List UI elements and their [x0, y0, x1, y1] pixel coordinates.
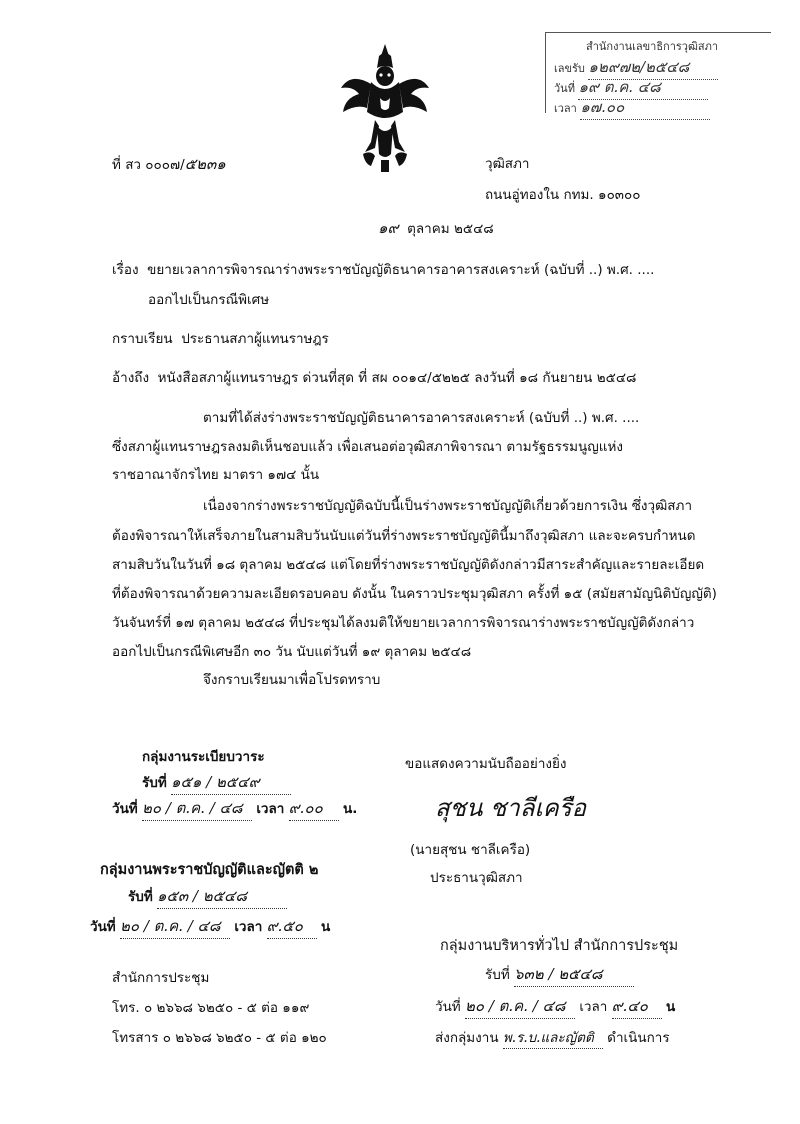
paragraph-1-line-2: ซึ่งสภาผู้แทนราษฎรลงมติเห็นชอบแล้ว เพื่อเสนอต่อวุฒิสภาพิจารณา ตามรัฐธรรมนูญแห่ง	[112, 439, 623, 455]
admin-time-label: เวลา	[579, 999, 608, 1015]
reference-text: หนังสือสภาผู้แทนราษฎร ด่วนที่สุด ที่ สผ ๐๐๑๔/๕๒๒๕ ลงวันที่ ๑๘ กันยายน ๒๕๔๘	[157, 370, 637, 386]
paragraph-2-line-2: ต้องพิจารณาให้เสร็จภายในสามสิบวันนับแต่วันที่ร่างพระราชบัญญัตินี้มาถึงวุฒิสภา และจะครบกำหนด	[112, 528, 696, 544]
letter-date-rest: ตุลาคม ๒๕๔๘	[407, 221, 494, 237]
registry-date-value: ๒๐ / ต.ค. / ๔๘	[142, 796, 252, 821]
admin-time-value: ๙.๔๐	[612, 994, 662, 1019]
admin-no-value: ๖๓๒ / ๒๕๔๘	[514, 962, 634, 987]
stamp-org: สำนักงานเลขาธิการวุฒิสภา	[586, 40, 719, 53]
letter-date-day: ๑๙	[378, 219, 399, 237]
registry-time-value: ๙.๐๐	[289, 796, 339, 821]
legislation-no-label: รับที่	[128, 889, 153, 905]
admin-stamp-forward	[435, 1026, 670, 1049]
admin-forward-label: ส่งกลุ่มงาน	[435, 1030, 499, 1046]
reference-label: อ้างถึง	[112, 370, 150, 386]
garuda-emblem-icon	[335, 42, 435, 174]
admin-no-label: รับที่	[485, 967, 510, 983]
salutation-recipient: ประธานสภาผู้แทนราษฎร	[181, 331, 329, 347]
paragraph-2-line-1: เนื่องจากร่างพระราชบัญญัติฉบับนี้เป็นร่างพระราชบัญญัติเกี่ยวด้วยการเงิน ซึ่งวุฒิสภา	[203, 498, 693, 514]
legislation-time-suffix: น	[320, 919, 331, 935]
admin-stamp-date	[435, 994, 675, 1019]
registry-no-value: ๑๕๑ / ๒๕๔๙	[171, 770, 291, 795]
paragraph-1-line-3: ราชอาณาจักรไทย มาตรา ๑๗๔ นั้น	[112, 467, 320, 483]
registry-time-suffix: น.	[342, 801, 358, 817]
legislation-no-value: ๑๕๓ / ๒๕๔๘	[157, 884, 287, 909]
paragraph-2-line-6: ออกไปเป็นกรณีพิเศษอีก ๓๐ วัน นับแต่วันที่ ๑๙ ตุลาคม ๒๕๔๘	[112, 644, 472, 660]
subject-text-2: ออกไปเป็นกรณีพิเศษ	[148, 292, 270, 308]
closing-line: จึงกราบเรียนมาเพื่อโปรดทราบ	[203, 672, 381, 688]
admin-forward-suffix: ดำเนินการ	[607, 1030, 670, 1046]
admin-time-suffix: น	[665, 999, 676, 1015]
subject-text-1: ขยายเวลาการพิจารณาร่างพระราชบัญญัติธนาคารอาคารสงเคราะห์ (ฉบับที่ ..) พ.ศ. ....	[147, 262, 655, 278]
reference-number-handwritten: ๕๒๓๑	[184, 155, 226, 173]
admin-forward-to: พ.ร.บ.และญัตติ	[503, 1026, 603, 1049]
registry-date-label: วันที่	[112, 801, 138, 817]
registry-stamp-title: กลุ่มงานระเบียบวาระ	[142, 749, 265, 765]
registry-no-label: รับที่	[142, 775, 167, 791]
admin-date-label: วันที่	[435, 999, 461, 1015]
salutation	[112, 327, 329, 349]
reference-line	[112, 366, 636, 388]
legislation-date-label: วันที่	[90, 919, 116, 935]
receipt-stamp	[545, 32, 771, 116]
footer-fax: โทรสาร ๐ ๒๖๖๘ ๖๒๕๐ - ๕ ต่อ ๑๒๐	[112, 1030, 327, 1046]
respect-closing: ขอแสดงความนับถืออย่างยิ่ง	[405, 756, 567, 772]
sender-address: ถนนอู่ทองใน กทม. ๑๐๓๐๐	[485, 187, 641, 203]
stamp-time: ๑๗.๐๐	[580, 95, 710, 120]
legislation-time-label: เวลา	[234, 919, 263, 935]
registry-stamp-no	[142, 770, 291, 795]
signer-name: (นายสุชน ชาลีเครือ)	[410, 842, 531, 858]
footer-tel: โทร. ๐ ๒๖๖๘ ๖๒๕๐ - ๕ ต่อ ๑๑๙	[112, 1000, 310, 1016]
stamp-date-label: วันที่	[554, 82, 575, 95]
handwritten-signature: สุชน ชาลีเครือ	[435, 794, 587, 822]
paragraph-1-line-1: ตามที่ได้ส่งร่างพระราชบัญญัติธนาคารอาคารสงเคราะห์ (ฉบับที่ ..) พ.ศ. ....	[203, 410, 640, 426]
paragraph-2-line-4: ที่ต้องพิจารณาด้วยความละเอียดรอบคอบ ดังนั้น ในคราวประชุมวุฒิสภา ครั้งที่ ๑๕ (สมัยสามัญนิติบัญญัติ)	[112, 586, 717, 602]
reference-number: ที่ สว ๐๐๐๗/๕๒๓๑	[112, 155, 226, 173]
stamp-receive-no: ๑๒๙๗๒/๒๕๔๘	[588, 55, 718, 80]
subject-line	[112, 258, 654, 280]
stamp-time-label: เวลา	[554, 102, 577, 115]
sender-name: วุฒิสภา	[485, 156, 530, 172]
legislation-stamp-date	[90, 914, 330, 939]
admin-date-value: ๒๐ / ต.ค. / ๔๘	[465, 994, 575, 1019]
signer-position: ประธานวุฒิสภา	[430, 870, 523, 886]
admin-stamp-title: กลุ่มงานบริหารทั่วไป สำนักการประชุม	[440, 938, 679, 954]
legislation-stamp-no	[128, 884, 287, 909]
stamp-date: ๑๙ ต.ค. ๔๘	[578, 75, 708, 100]
letter-date	[378, 216, 494, 240]
footer-office: สำนักการประชุม	[112, 970, 210, 986]
legislation-time-value: ๙.๕๐	[267, 914, 317, 939]
stamp-receive-label: เลขรับ	[554, 62, 585, 75]
legislation-stamp-title: กลุ่มงานพระราชบัญญัติและญัตติ ๒	[100, 862, 319, 878]
legislation-date-value: ๒๐ / ต.ค. / ๔๘	[120, 914, 230, 939]
salutation-label: กราบเรียน	[112, 331, 173, 347]
registry-stamp-date	[112, 796, 357, 821]
registry-time-label: เวลา	[256, 801, 285, 817]
paragraph-2-line-5: วันจันทร์ที่ ๑๗ ตุลาคม ๒๕๔๘ ที่ประชุมได้ลงมติให้ขยายเวลาการพิจารณาร่างพระราชบัญญัติดังกล่าว	[112, 615, 695, 631]
paragraph-2-line-3: สามสิบวันในวันที่ ๑๘ ตุลาคม ๒๕๔๘ แต่โดยที่ร่างพระราชบัญญัติดังกล่าวมีสาระสำคัญและรายละเอียด	[112, 557, 705, 573]
subject-label: เรื่อง	[112, 262, 139, 278]
admin-stamp-no	[485, 962, 634, 987]
